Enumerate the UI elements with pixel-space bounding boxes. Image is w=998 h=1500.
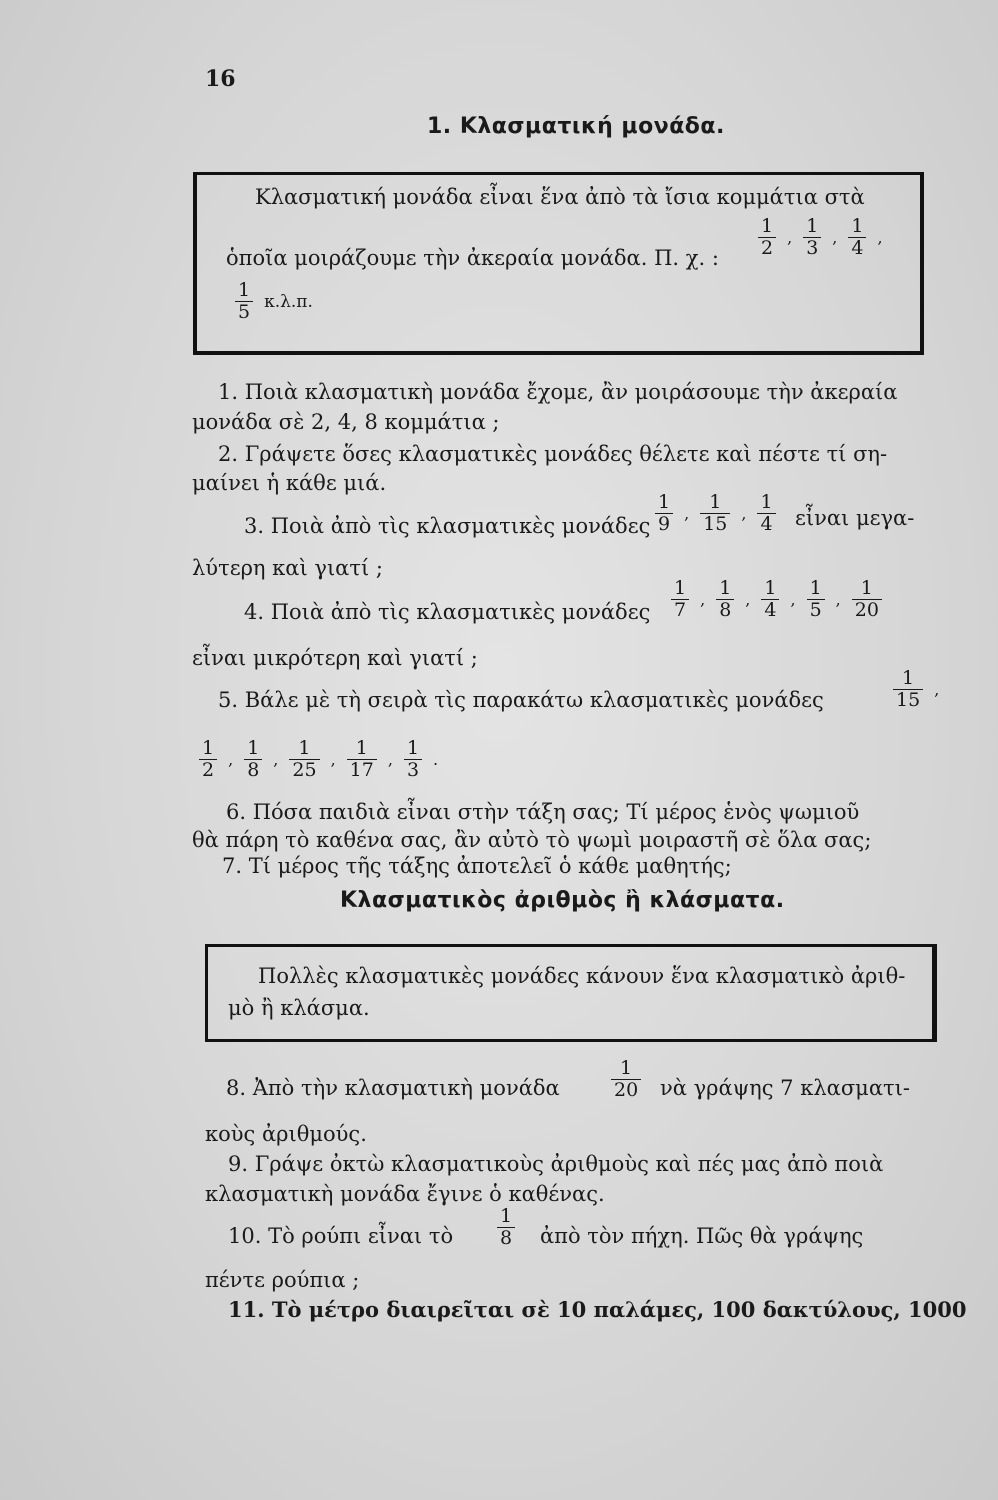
exercise-2-line-1: 2. Γράψετε ὅσες κλασματικὲς μονάδες θέλετε καὶ πέστε τί ση- — [218, 442, 888, 466]
exercise-5-text: 5. Βάλε μὲ τὴ σειρὰ τὶς παρακάτω κλασματικὲς μονάδες — [218, 688, 824, 712]
fraction: $\frac{1}{15}$ — [700, 492, 730, 535]
etc-abbreviation: κ.λ.π. — [264, 291, 313, 312]
fraction: $\frac{1}{15}$ — [893, 668, 923, 711]
exercise-11: 11. Τὸ μέτρο διαιρεῖται σὲ 10 παλάμες, 100 δακτύλους, 1000 — [228, 1297, 967, 1322]
definition-line-2: ὁποῖα μοιράζουμε τὴν ἀκεραία μονάδα. Π. χ. : — [226, 246, 719, 270]
exercise-6-line-1: 6. Πόσα παιδιὰ εἶναι στὴν τάξη σας; Τί μέρος ἑνὸς ψωμιοῦ — [226, 800, 860, 824]
exercise-8-text: 8. Ἀπὸ τὴν κλασματικὴ μονάδα — [226, 1076, 560, 1100]
fraction: $\frac{1}{25}$ — [289, 738, 319, 781]
exercise-10-fraction — [494, 1206, 518, 1249]
fraction: $\frac{1}{20}$ — [852, 578, 882, 621]
exercise-9-line-2: κλασματικὴ μονάδα ἔγινε ὁ καθένας. — [205, 1182, 605, 1206]
exercise-1-line-2: μονάδα σὲ 2, 4, 8 κομμάτια ; — [192, 410, 500, 434]
fraction: $\frac{1}{3}$ — [803, 216, 821, 259]
exercise-7: 7. Τί μέρος τῆς τάξης ἀποτελεῖ ὁ κάθε μαθητής; — [222, 854, 732, 878]
fraction: $\frac{1}{5}$ — [235, 280, 253, 323]
exercise-10-tail: ἀπὸ τὸν πήχη. Πῶς θὰ γράψης — [540, 1224, 864, 1248]
exercise-3-text: 3. Ποιὰ ἀπὸ τὶς κλασματικὲς μονάδες — [244, 514, 651, 538]
exercise-9-line-1: 9. Γράψε ὀκτὼ κλασματικοὺς ἀριθμοὺς καὶ πές μας ἀπὸ ποιὰ — [228, 1152, 884, 1176]
page-number: 16 — [205, 66, 236, 92]
definition-line-1: Κλασματική μονάδα εἶναι ἕνα ἀπὸ τὰ ἴσια κομμάτια στὰ — [255, 185, 865, 209]
fraction: $\frac{1}{20}$ — [611, 1058, 641, 1101]
exercise-8-fraction — [608, 1058, 644, 1101]
exercise-1-line-1: 1. Ποιὰ κλασματικὴ μονάδα ἔχομε, ἂν μοιράσουμε τὴν ἀκεραία — [218, 380, 898, 404]
fraction-definition-box — [205, 944, 937, 1042]
fraction: $\frac{1}{9}$ — [655, 492, 673, 535]
exercise-2-line-2: μαίνει ἡ κάθε μιά. — [192, 471, 387, 495]
section-title-fraction-unit: 1. Κλασματική μονάδα. — [427, 114, 725, 139]
exercise-10-line-2: πέντε ρούπια ; — [205, 1268, 360, 1292]
exercise-3-tail: εἶναι μεγα- — [795, 506, 915, 530]
fraction-definition-line-1: Πολλὲς κλασματικὲς μονάδες κάνουν ἕνα κλασματικὸ ἀριθ- — [258, 964, 906, 988]
fraction: $\frac{1}{8}$ — [497, 1206, 515, 1249]
fraction: $\frac{1}{4}$ — [757, 492, 775, 535]
fraction: $\frac{1}{8}$ — [716, 578, 734, 621]
exercise-4-text: 4. Ποιὰ ἀπὸ τὶς κλασματικὲς μονάδες — [244, 600, 651, 624]
fraction: $\frac{1}{5}$ — [807, 578, 825, 621]
exercise-6-line-2: θὰ πάρη τὸ καθένα σας, ἂν αὐτὸ τὸ ψωμὶ μοιραστῆ σὲ ὅλα σας; — [192, 828, 872, 852]
exercise-10-text: 10. Τὸ ρούπι εἶναι τὸ — [228, 1224, 454, 1248]
definition-example-last — [232, 280, 313, 323]
exercise-3-fractions: $\frac{1}{9}$ , $\frac{1}{15}$ , $\frac{1}{4}$ — [652, 492, 779, 535]
exercise-8-line-2: κοὺς ἀριθμούς. — [205, 1122, 367, 1146]
fraction: $\frac{1}{4}$ — [848, 216, 866, 259]
exercise-3-line-2: λύτερη καὶ γιατί ; — [192, 556, 383, 580]
definition-example-fractions: $\frac{1}{2}$ , $\frac{1}{3}$ , $\frac{1}{4}$ , — [755, 216, 883, 259]
exercise-4-fractions: $\frac{1}{7}$ , $\frac{1}{8}$ , $\frac{1}{4}$ , $\frac{1}{5}$ , $\frac{1}{20}$ — [668, 578, 885, 621]
fraction: $\frac{1}{2}$ — [758, 216, 776, 259]
fraction: $\frac{1}{2}$ — [199, 738, 217, 781]
exercise-8-tail: νὰ γράψης 7 κλασματι- — [660, 1076, 910, 1100]
exercise-5-fractions: $\frac{1}{2}$ , $\frac{1}{8}$ , $\frac{1}{25}$ , $\frac{1}{17}$ , $\frac{1}{3}$ . — [196, 738, 438, 781]
fraction-definition-line-2: μὸ ἢ κλάσμα. — [228, 996, 370, 1020]
fraction: $\frac{1}{4}$ — [761, 578, 779, 621]
fraction: $\frac{1}{7}$ — [671, 578, 689, 621]
fraction: $\frac{1}{8}$ — [244, 738, 262, 781]
fraction: $\frac{1}{3}$ — [404, 738, 422, 781]
exercise-4-line-2: εἶναι μικρότερη καὶ γιατί ; — [192, 646, 478, 670]
fraction: $\frac{1}{17}$ — [347, 738, 377, 781]
exercise-5-first-fraction: $\frac{1}{15}$ , — [890, 668, 939, 711]
section-title-fractional-number: Κλασματικὸς ἀριθμὸς ἢ κλάσματα. — [340, 888, 785, 913]
